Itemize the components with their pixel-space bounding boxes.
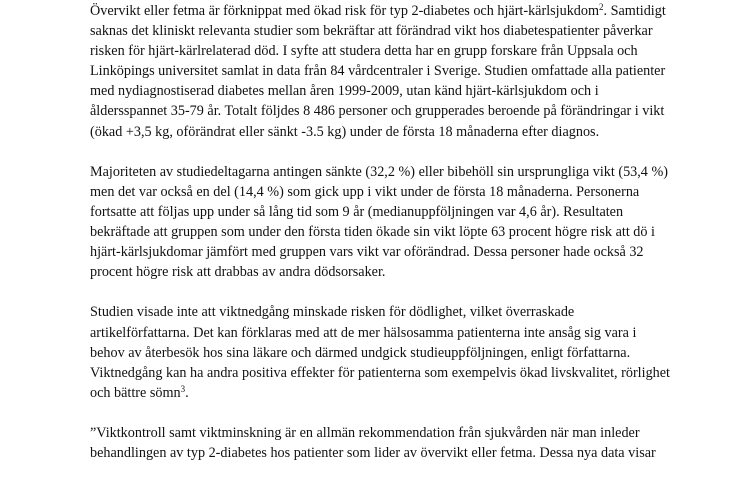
document-body: [90, 1, 690, 483]
text-line: men det var också en del (14,4 %) som gick upp i vikt under de första 18 månaderna. Personerna: [90, 183, 640, 200]
text-line: Viktnedgång kan ha andra positiva effekter för patienterna som exempelvis ökad livskvalitet, rörlighet: [90, 364, 670, 381]
text-line: (ökad +3,5 kg, oförändrat eller sänkt -3.5 kg) under de första 18 månaderna efter diagnos.: [90, 123, 600, 140]
text-line: med nydiagnostiserad diabetes mellan åren 1999-2009, utan känd hjärt-kärlsjukdom och i: [90, 83, 599, 100]
text-line: ”Viktkontroll samt viktminskning är en allmän rekommendation från sjukvården när man inleder: [90, 424, 640, 441]
text-line: hjärt-kärlsjukdomar jämfört med gruppen vars vikt var oförändrad. Dessa personer hade också 32: [90, 244, 644, 261]
text-line: Studien visade inte att viktnedgång minskade risken för dödlighet, vilket överraskade: [90, 304, 575, 321]
footnote-ref: 3: [180, 383, 186, 394]
text-line: saknas det kliniskt relevanta studier som bekräftar att förändrad vikt hos diabetespatienter påverkar: [90, 23, 653, 40]
paragraph-1: [90, 1, 690, 142]
paragraph-2: [90, 162, 690, 283]
text-line: procent högre risk att drabbas av andra dödsorsaker.: [90, 264, 386, 281]
text-line: risken för hjärt-kärlrelaterad död. I syfte att studera detta har en grupp forskare från Uppsala och: [90, 43, 638, 60]
text-line: artikelförfattarna. Det kan förklaras med att de mer hälsosamma patienterna inte ansåg sig vara i: [90, 324, 637, 341]
text-line: fortsatte att följas upp under så lång tid som 9 år (medianuppföljningen var 4,6 år). Resultaten: [90, 203, 624, 220]
text-line: Linköpings universitet samlat in data från 84 vårdcentraler i Sverige. Studien omfattade alla patienter: [90, 63, 666, 80]
text-line: och bättre sömn$^3$.: [90, 383, 189, 401]
paragraph-3: [90, 302, 690, 402]
paragraph-4: [90, 423, 690, 463]
text-line: Majoriteten av studiedeltagarna antingen sänkte (32,2 %) eller bibehöll sin ursprungliga vikt (53,4 %): [90, 163, 668, 180]
text-line: Övervikt eller fetma är förknippat med ökad risk för typ 2-diabetes och hjärt-kärlsjukdom$^2$. Samtidigt: [90, 2, 666, 19]
text-line: behandlingen av typ 2-diabetes hos patienter som lider av övervikt eller fetma. Dessa nya data visar: [90, 445, 656, 462]
text-line: behov av återbesök hos sina läkare och därmed undgick studieuppföljningen, enligt författarna.: [90, 344, 631, 361]
footnote-ref: 2: [599, 2, 604, 12]
text-line: bekräftade att gruppen som under den första tiden ökade sin vikt löpte 63 procent högre risk att dö i: [90, 224, 655, 241]
text-line: åldersspannet 35-79 år. Totalt följdes 8 486 personer och grupperades beroende på förändringar i vikt: [90, 103, 665, 120]
